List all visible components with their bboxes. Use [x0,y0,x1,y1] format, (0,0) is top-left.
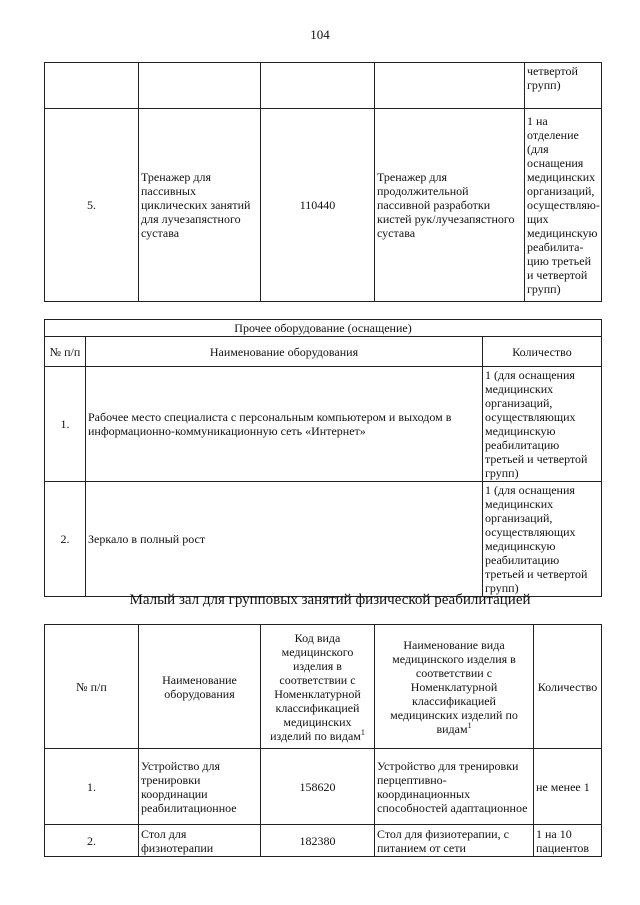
table-row [45,749,602,825]
table-title-row [45,320,602,337]
equipment-name-cell: Тренажер для пассивных циклических занятий для лучезапястного сустава [139,109,261,302]
table-cell [139,63,261,109]
header-kind [375,625,534,749]
table-title: Прочее оборудование (оснащение) [45,320,602,337]
equipment-name-cell: Стол для физиотерапии [139,825,261,857]
header-quantity: Количество [483,337,602,367]
table-cell [261,63,375,109]
header-quantity: Количество [534,625,602,749]
table-header-row [45,337,602,367]
table-header-row [45,625,602,749]
device-code-cell: 158620 [261,749,375,825]
table-cell [45,63,139,109]
quantity-cell: 1 (для оснащения медицинских организаций, осуществляющих медицинскую реабилитацию третьей и четвертой групп) [483,482,602,597]
table-row [45,109,602,302]
equipment-name-cell: Устройство для тренировки координации реабилитационное [139,749,261,825]
row-number: 2. [45,825,139,857]
table-row [45,367,602,482]
table-row [45,482,602,597]
header-number: № п/п [45,625,139,749]
footnote-marker: 1 [360,727,365,737]
device-kind-cell: Стол для физиотерапии, с питанием от сети [375,825,534,857]
device-kind-cell: Тренажер для продолжительной пассивной разработки кистей рук/лучезапястного сустава [375,109,525,302]
quantity-cell: 1 (для оснащения медицинских организаций, осуществляющих медицинскую реабилитацию третьей и четвертой групп) [483,367,602,482]
section-title: Малый зал для групповых занятий физической реабилитацией [129,592,531,608]
row-number: 5. [45,109,139,302]
device-kind-cell: Устройство для тренировки перцептивно-координационных способностей адаптационное [375,749,534,825]
header-number: № п/п [45,337,86,367]
device-code-cell: 110440 [261,109,375,302]
header-code [261,625,375,749]
quantity-cell: не менее 1 [534,749,602,825]
small-hall-equipment-table [44,624,602,857]
table-row [45,825,602,857]
other-equipment-table [44,319,602,597]
equipment-name-cell: Рабочее место специалиста с персональным компьютером и выходом в информационно-коммуникационную сеть «Интернет» [86,367,483,482]
row-number: 2. [45,482,86,597]
table-cell [375,63,525,109]
row-number: 1. [45,367,86,482]
quantity-cell: четвертой групп) [525,63,602,109]
header-name: Наименование оборудования [139,625,261,749]
page-number: 104 [310,27,330,42]
quantity-cell: 1 на 10 пациентов [534,825,602,857]
header-code-text: Код вида медицинского изделия в соответствии с Номенклатурной классификацией медицинских изделий по видам [270,630,361,743]
header-name: Наименование оборудования [86,337,483,367]
row-number: 1. [45,749,139,825]
equipment-name-cell: Зеркало в полный рост [86,482,483,597]
quantity-cell: 1 на отделение (для оснащения медицинских организаций, осуществляю-щих медицинскую реабилита-цию третьей и четвертой групп) [525,109,602,302]
footnote-marker: 1 [467,720,472,730]
table-row [45,63,602,109]
header-kind-text: Наименование вида медицинского изделия в соответствии с Номенклатурной классификацией медицинских изделий по видам [390,637,518,736]
equipment-table-continued [44,62,602,302]
device-code-cell: 182380 [261,825,375,857]
